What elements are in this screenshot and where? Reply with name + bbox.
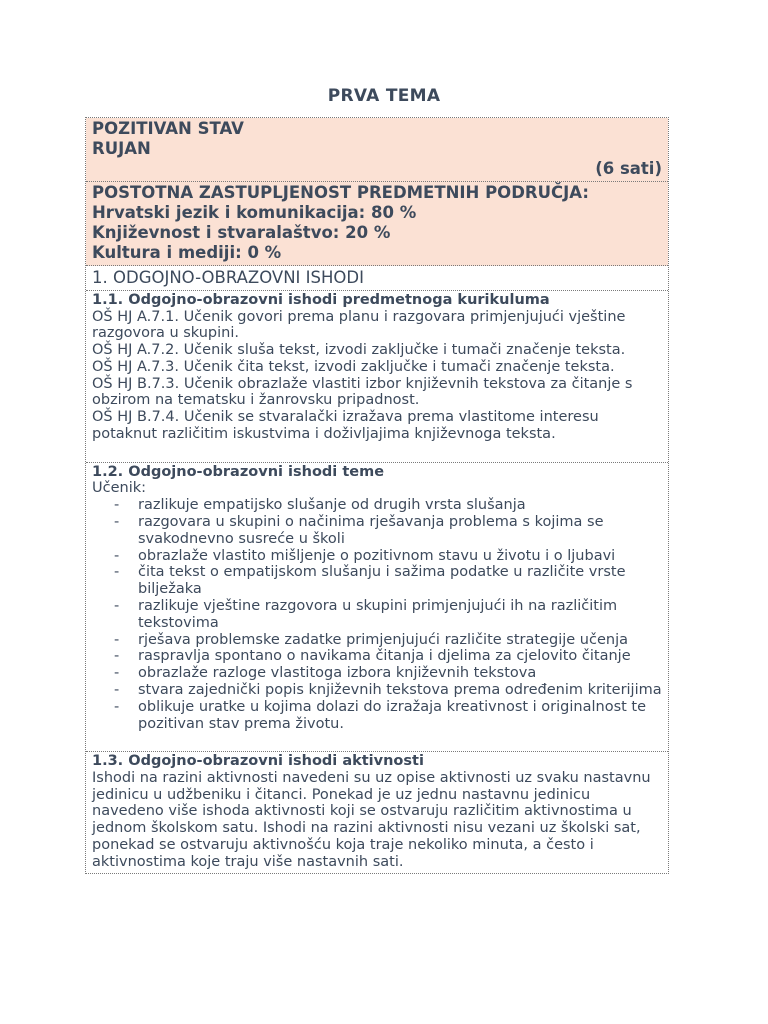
subsection-title: 1.3. Odgojno-obrazovni ishodi aktivnosti [92, 753, 424, 770]
list-item: - čita tekst o empatijskom slušanju i sažima podatke u različite vrste bilježaka [92, 564, 662, 598]
subject-share-item: Hrvatski jezik i komunikacija: 80 % [92, 203, 417, 222]
subsection-title: 1.2. Odgojno-obrazovni ishodi teme [92, 463, 385, 480]
section-heading-cell [86, 266, 668, 291]
curriculum-table [85, 117, 669, 874]
subject-share-title: POSTOTNA ZASTUPLJENOST PREDMETNIH PODRUČJA: [92, 183, 589, 202]
list-item: - razgovara u skupini o načinima rješavanja problema s kojima se svakodnevno susreće u školi [92, 514, 662, 548]
subsection-theme-cell [86, 463, 668, 752]
list-item: - razlikuje empatijsko slušanje od drugih vrsta slušanja [92, 497, 662, 514]
outcome-item: OŠ HJ A.7.2. Učenik sluša tekst, izvodi zaključke i tumači značenje teksta. [92, 342, 626, 359]
theme-name: POZITIVAN STAV [92, 119, 244, 138]
list-item: - rješava problemske zadatke primjenjujući različite strategije učenja [92, 632, 662, 649]
theme-month: RUJAN [92, 139, 151, 158]
theme-hours: (6 sati) [595, 159, 662, 178]
section-title: ODGOJNO-OBRAZOVNI ISHODI [113, 268, 364, 287]
subsection-title: 1.1. Odgojno-obrazovni ishodi predmetnoga kurikuluma [92, 292, 550, 308]
outcome-item: OŠ HJ B.7.4. Učenik se stvaralački izražava prema vlastitome interesu potaknut različitim iskustvima i doživljajima književnoga teksta. [92, 409, 599, 443]
subsection-curriculum-cell [86, 291, 668, 463]
list-item: - oblikuje uratke u kojima dolazi do izražaja kreativnost i originalnost te pozitivan stav prema životu. [92, 699, 662, 733]
list-item: - obrazlaže razloge vlastitoga izbora književnih tekstova [92, 665, 662, 682]
page-title: PRVA TEMA [327, 86, 441, 106]
theme-outcomes-list [92, 497, 662, 732]
activity-outcomes-text: Ishodi na razini aktivnosti navedeni su uz opise aktivnosti uz svaku nastavnu jedinicu u udžbeniku i čitanci. Ponekad je uz jednu nastavnu jedinicu navedeno više ishoda aktivnosti koji se ostvaruju različitim aktivnostima u jednom školskom satu. Ishodi na razini aktivnosti nisu vezani uz školski sat, ponekad se ostvaruju aktivnošću koja traje nekoliko minuta, a često i aktivnostima koje traju više nastavnih sati. [92, 769, 651, 870]
outcome-item: OŠ HJ A.7.3. Učenik čita tekst, izvodi zaključke i tumači značenje teksta. [92, 358, 615, 375]
learner-intro: Učenik: [92, 480, 147, 497]
subject-share-cell [86, 182, 668, 266]
subject-share-item: Kultura i mediji: 0 % [92, 243, 282, 262]
list-item: - raspravlja spontano o navikama čitanja i djelima za cjelovito čitanje [92, 648, 662, 665]
outcome-item: OŠ HJ A.7.1. Učenik govori prema planu i razgovara primjenjujući vještine razgovora u skupini. [92, 308, 626, 342]
list-item: - razlikuje vještine razgovora u skupini primjenjujući ih na različitim tekstovima [92, 598, 662, 632]
theme-header-cell [86, 118, 668, 182]
subject-share-item: Književnost i stvaralaštvo: 20 % [92, 223, 391, 242]
outcome-item: OŠ HJ B.7.3. Učenik obrazlaže vlastiti izbor književnih tekstova za čitanje s obzirom na tematsku i žanrovsku pripadnost. [92, 375, 633, 409]
list-item: - stvara zajednički popis književnih tekstova prema određenim kriterijima [92, 682, 662, 699]
list-item: - obrazlaže vlastito mišljenje o pozitivnom stavu u životu i o ljubavi [92, 548, 662, 565]
subsection-activity-cell [86, 752, 668, 872]
section-number: 1. [92, 268, 108, 287]
